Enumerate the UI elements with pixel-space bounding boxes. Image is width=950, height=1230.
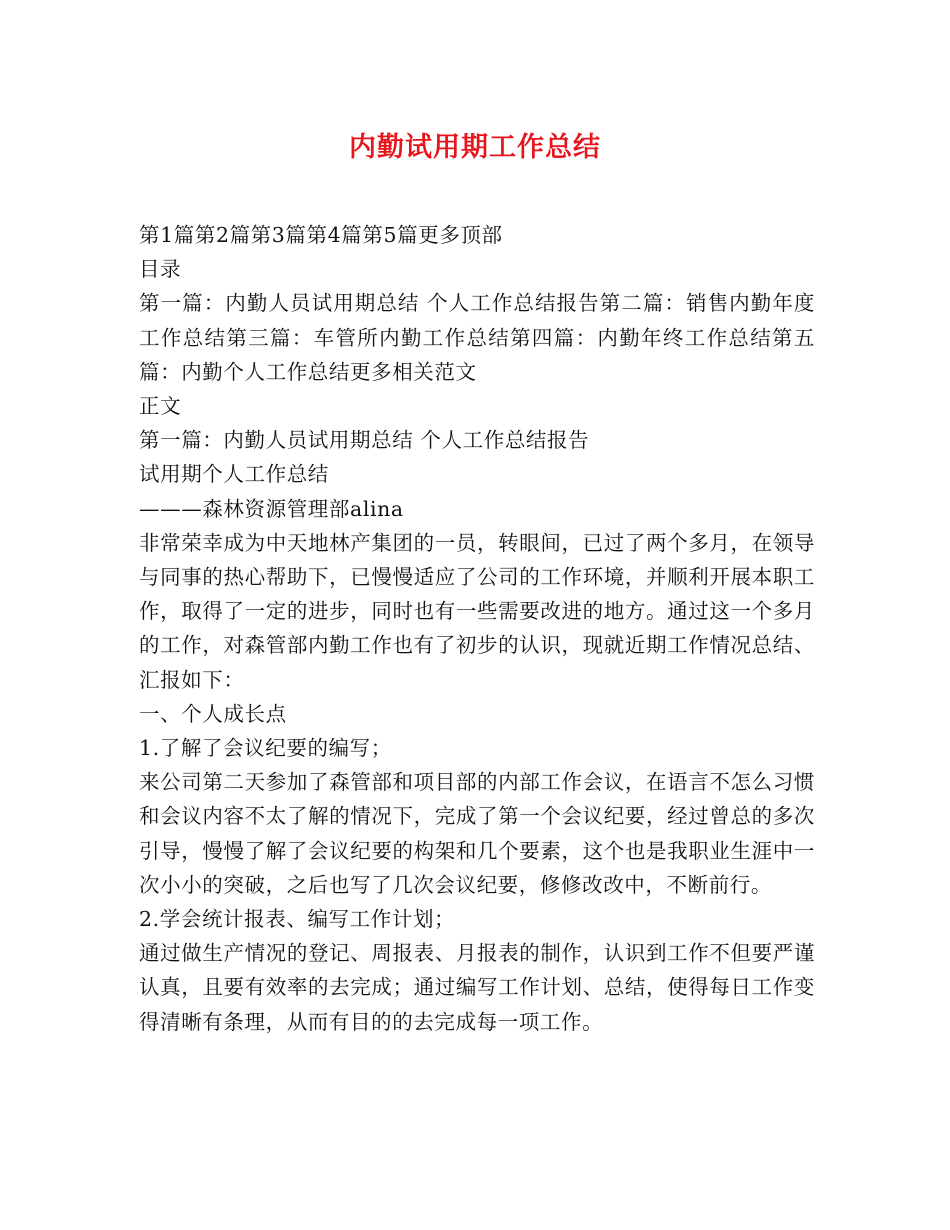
list-item-heading: 1.了解了会议纪要的编写； bbox=[139, 736, 392, 761]
paragraph: 通过做生产情况的登记、周报表、月报表的制作，认识到工作不但要严谨认真，且要有效率的去完成；通过编写工作计划、总结，使得每日工作变得清晰有条理，从而有目的的去完成每一项工作。 bbox=[139, 941, 815, 1034]
section-heading: 一、个人成长点 bbox=[139, 701, 287, 726]
document-body bbox=[139, 218, 815, 1039]
article-heading: 第一篇：内勤人员试用期总结 个人工作总结报告 bbox=[139, 428, 590, 453]
body-heading: 正文 bbox=[139, 394, 182, 419]
document-title: 内勤试用期工作总结 bbox=[349, 132, 601, 163]
paragraph: 来公司第二天参加了森管部和项目部的内部工作会议，在语言不怎么习惯和会议内容不太了解的情况下，完成了第一个会议纪要，经过曾总的多次引导，慢慢了解了会议纪要的构架和几个要素，这个也是我职业生涯中一次小小的突破，之后也写了几次会议纪要，修修改改中，不断前行。 bbox=[139, 770, 815, 897]
paragraph: 非常荣幸成为中天地林产集团的一员，转眼间，已过了两个多月，在领导与同事的热心帮助下，已慢慢适应了公司的工作环境，并顺利开展本职工作，取得了一定的进步，同时也有一些需要改进的地方。通过这一个多月的工作，对森管部内勤工作也有了初步的认识，现就近期工作情况总结、汇报如下： bbox=[139, 530, 815, 692]
nav-links-line: 第1篇第2篇第3篇第4篇第5篇更多顶部 bbox=[139, 223, 503, 247]
toc-heading: 目录 bbox=[139, 257, 182, 282]
article-author: ———森林资源管理部alina bbox=[139, 496, 404, 521]
article-subtitle: 试用期个人工作总结 bbox=[139, 462, 329, 487]
list-item-heading: 2.学会统计报表、编写工作计划； bbox=[139, 907, 456, 932]
toc-paragraph: 第一篇：内勤人员试用期总结 个人工作总结报告第二篇：销售内勤年度工作总结第三篇：车管所内勤工作总结第四篇：内勤年终工作总结第五篇：内勤个人工作总结更多相关范文 bbox=[139, 291, 815, 384]
